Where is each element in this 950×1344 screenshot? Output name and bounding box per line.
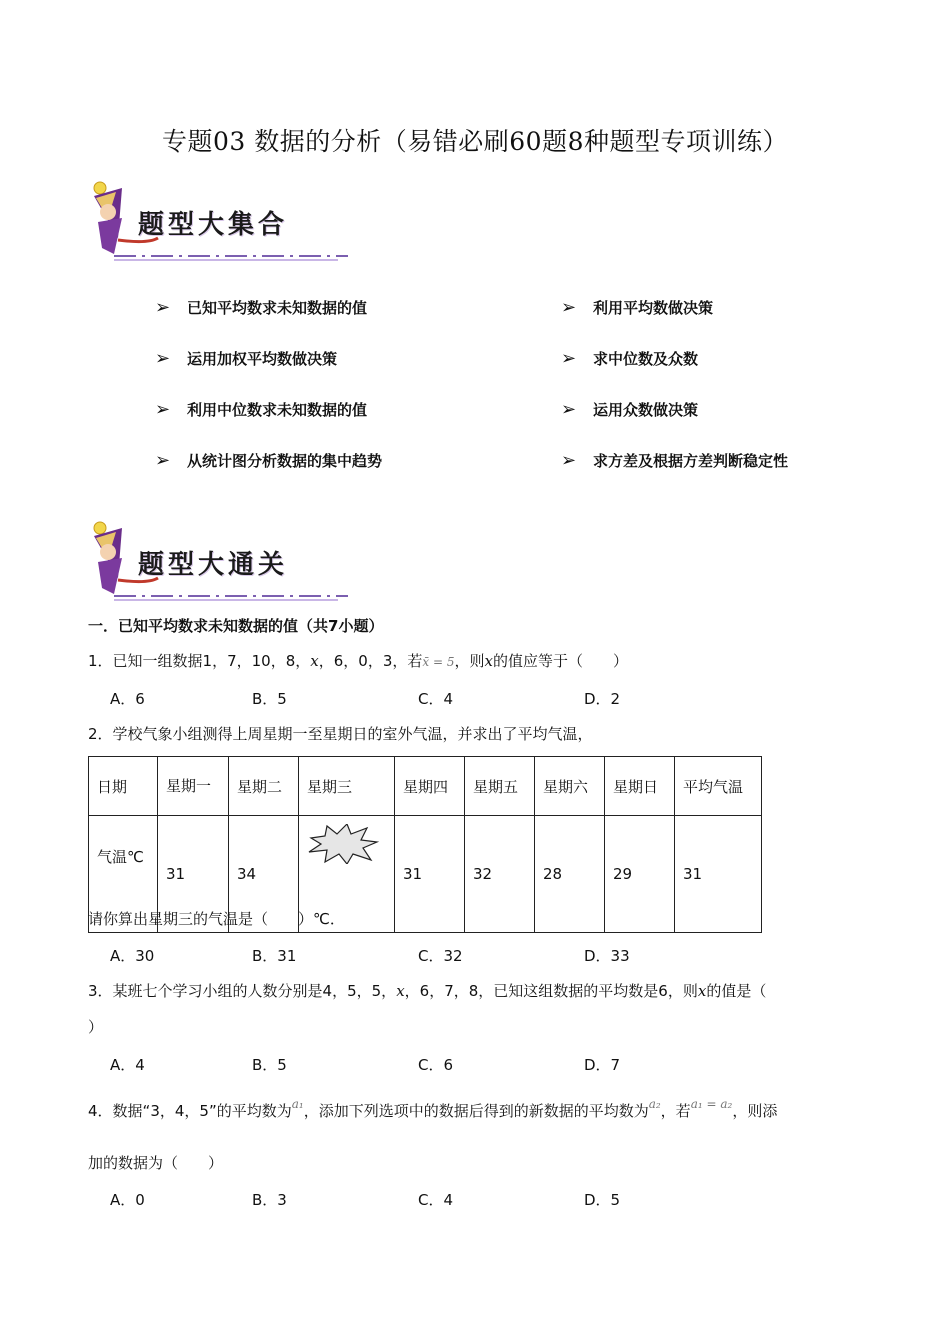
question-3-line2: ） <box>88 1018 104 1036</box>
question-1: 1．已知一组数据1，7，10，8，x，6，0，3，若x̄ = 5，则x的值应等于（ ） <box>88 652 628 670</box>
arrow-icon: ➢ <box>561 297 577 318</box>
option-b[interactable]: B．5 <box>252 690 287 708</box>
math-xbar: x̄ = 5 <box>422 655 455 669</box>
table-cell: 32 <box>465 816 535 933</box>
table-header: 星期五 <box>465 757 535 816</box>
question-4-line2: 加的数据为（ ） <box>88 1154 224 1172</box>
table-header: 星期日 <box>605 757 675 816</box>
table-header: 星期三 <box>299 757 395 816</box>
topic-item: ➢ 从统计图分析数据的集中趋势 <box>155 450 383 471</box>
topic-item: ➢ 已知平均数求未知数据的值 <box>155 297 368 318</box>
question-2-prompt: 请你算出星期三的气温是（ ）℃． <box>88 910 345 928</box>
table-row <box>89 757 762 816</box>
arrow-icon: ➢ <box>561 348 577 369</box>
arrow-icon: ➢ <box>561 399 577 420</box>
table-cell: 28 <box>535 816 605 933</box>
topic-item: ➢ 利用平均数做决策 <box>561 297 714 318</box>
explosion-burst-icon <box>307 824 379 864</box>
option-b[interactable]: B．3 <box>252 1191 287 1209</box>
temperature-table <box>88 756 762 933</box>
table-cell: 31 <box>675 816 762 933</box>
table-cell: 29 <box>605 816 675 933</box>
topic-list-right <box>561 296 788 473</box>
topic-item: ➢ 运用众数做决策 <box>561 399 699 420</box>
banner-label: 题型大集合 <box>138 210 289 240</box>
option-d[interactable]: D．2 <box>584 690 621 708</box>
table-header: 星期一 <box>158 757 229 816</box>
table-cell: 34 <box>229 816 299 933</box>
option-c[interactable]: C．32 <box>418 947 463 965</box>
topic-item: ➢ 求方差及根据方差判断稳定性 <box>561 450 789 471</box>
topic-item: ➢ 运用加权平均数做决策 <box>155 348 338 369</box>
table-header: 星期四 <box>395 757 465 816</box>
table-cell: 气温℃ <box>89 816 158 933</box>
option-c[interactable]: C．6 <box>418 1056 454 1074</box>
option-d[interactable]: D．7 <box>584 1056 621 1074</box>
option-a[interactable]: A．4 <box>110 1056 145 1074</box>
table-cell: 31 <box>395 816 465 933</box>
arrow-icon: ➢ <box>561 450 577 471</box>
arrow-icon: ➢ <box>155 399 171 420</box>
page-title: 专题03 数据的分析（易错必刷60题8种题型专项训练） <box>162 127 788 156</box>
option-a[interactable]: A．30 <box>110 947 155 965</box>
option-a[interactable]: A．0 <box>110 1191 145 1209</box>
table-cell: 31 <box>158 816 229 933</box>
option-b[interactable]: B．31 <box>252 947 297 965</box>
topic-item: ➢ 求中位数及众数 <box>561 348 699 369</box>
option-c[interactable]: C．4 <box>418 690 454 708</box>
section-heading: 一．已知平均数求未知数据的值（共7小题） <box>88 617 384 635</box>
option-d[interactable]: D．5 <box>584 1191 621 1209</box>
arrow-icon: ➢ <box>155 348 171 369</box>
banner-label: 题型大通关 <box>138 550 289 580</box>
arrow-icon: ➢ <box>155 297 171 318</box>
question-3: 3．某班七个学习小组的人数分别是4，5，5，x，6，7，8，已知这组数据的平均数是6，则x的值是（ <box>88 982 767 1000</box>
table-header: 星期二 <box>229 757 299 816</box>
table-header: 平均气温 <box>675 757 762 816</box>
option-d[interactable]: D．33 <box>584 947 630 965</box>
option-c[interactable]: C．4 <box>418 1191 454 1209</box>
option-b[interactable]: B．5 <box>252 1056 287 1074</box>
table-header: 星期六 <box>535 757 605 816</box>
arrow-icon: ➢ <box>155 450 171 471</box>
table-header: 日期 <box>89 757 158 816</box>
question-4: 4．数据“3，4，5”的平均数为$^{a_1}$，添加下列选项中的数据后得到的新数据的平均数为$^{a_2}$，若$^{a_1 = a_2}$，则添 <box>88 1097 778 1120</box>
section-banner-practice <box>88 518 358 604</box>
question-2: 2．学校气象小组测得上周星期一至星期日的室外气温，并求出了平均气温， <box>88 725 593 743</box>
section-banner-collection <box>88 178 358 264</box>
option-a[interactable]: A．6 <box>110 690 145 708</box>
topic-list-left <box>155 296 382 473</box>
topic-item: ➢ 利用中位数求未知数据的值 <box>155 399 368 420</box>
